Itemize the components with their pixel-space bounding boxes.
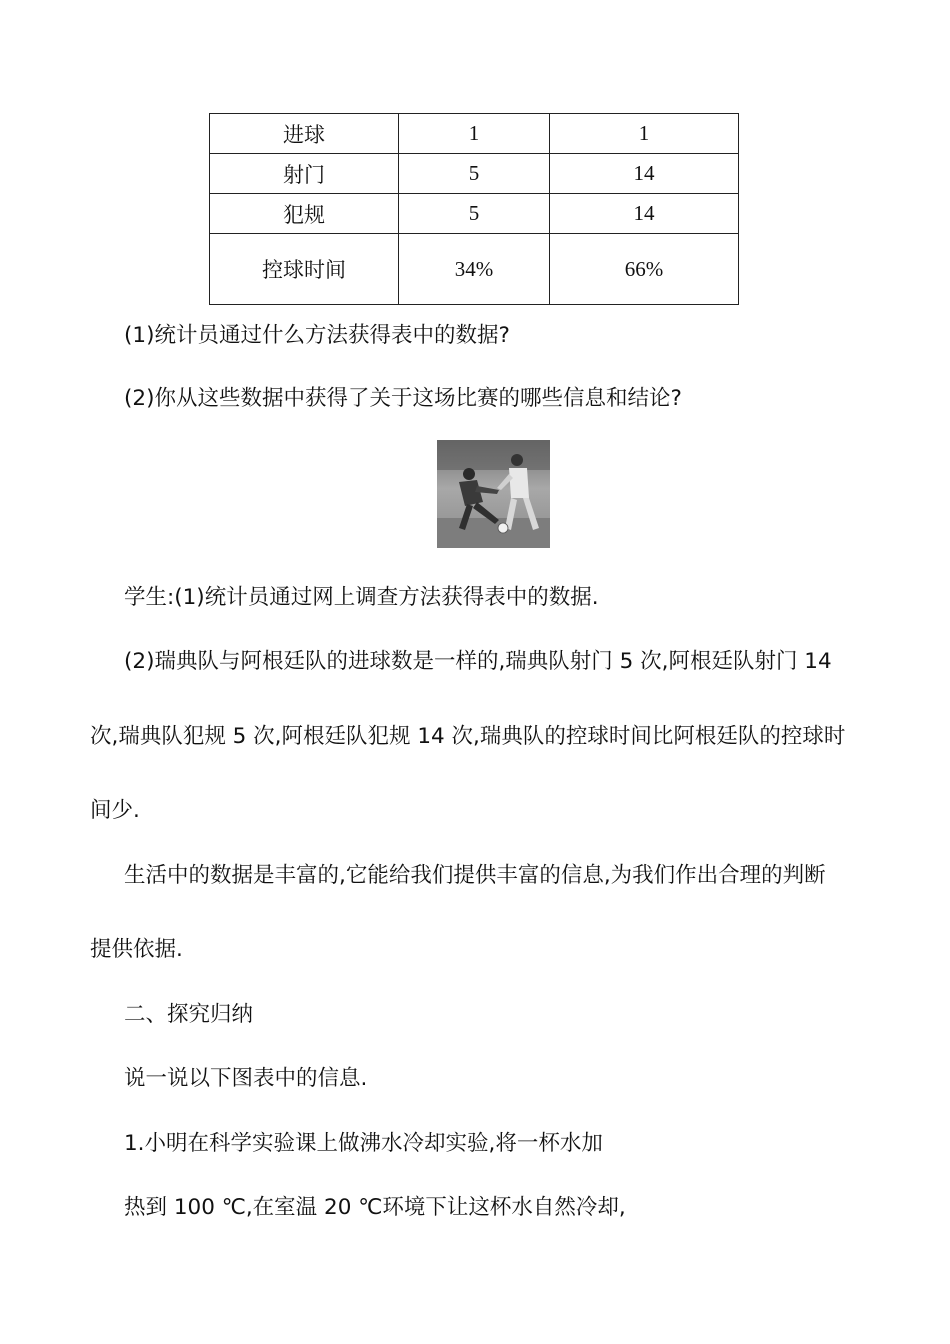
section-intro: 说一说以下图表中的信息. [124,1066,368,1091]
argentina-value: 1 [550,114,739,154]
summary-line-1: 生活中的数据是丰富的,它能给我们提供丰富的信息,为我们作出合理的判断 [124,863,826,888]
item-1-line-1: 1.小明在科学实验课上做沸水冷却实验,将一杯水加 [124,1131,603,1156]
table-row [210,154,739,194]
table-row [210,114,739,154]
answer-2-line-3: 间少. [90,798,140,823]
row-label: 犯规 [210,194,399,234]
match-stats-table [209,113,739,305]
soccer-photo [437,440,550,548]
argentina-value: 66% [550,234,739,305]
question-2: (2)你从这些数据中获得了关于这场比赛的哪些信息和结论? [124,386,682,411]
row-label: 进球 [210,114,399,154]
sweden-value: 1 [399,114,550,154]
answer-1: 学生:(1)统计员通过网上调查方法获得表中的数据. [124,585,599,610]
row-label: 控球时间 [210,234,399,305]
argentina-value: 14 [550,154,739,194]
sweden-value: 5 [399,154,550,194]
sweden-value: 34% [399,234,550,305]
summary-line-2: 提供依据. [90,937,183,962]
argentina-value: 14 [550,194,739,234]
sweden-value: 5 [399,194,550,234]
answer-2-line-2: 次,瑞典队犯规 5 次,阿根廷队犯规 14 次,瑞典队的控球时间比阿根廷队的控球时 [90,724,846,749]
table-row [210,234,739,305]
soccer-players-image [437,440,550,548]
row-label: 射门 [210,154,399,194]
item-1-line-2: 热到 100 ℃,在室温 20 ℃环境下让这杯水自然冷却, [124,1195,626,1220]
section-heading: 二、探究归纳 [124,1002,254,1027]
table-row [210,194,739,234]
question-1: (1)统计员通过什么方法获得表中的数据? [124,323,510,348]
answer-2-line-1: (2)瑞典队与阿根廷队的进球数是一样的,瑞典队射门 5 次,阿根廷队射门 14 [124,649,832,674]
